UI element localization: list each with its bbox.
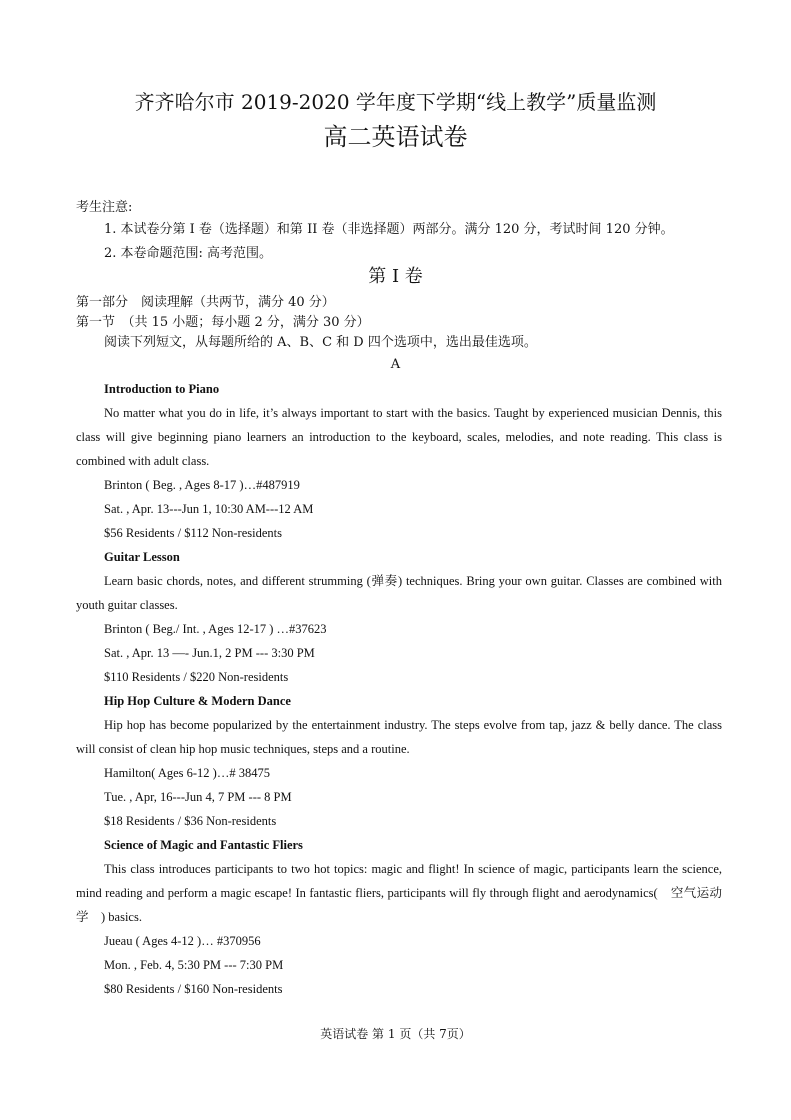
- notice-item-2: 2. 本卷命题范围: 高考范围。: [104, 246, 273, 261]
- course-code: Hamilton( Ages 6-12 )…# 38475: [104, 766, 270, 780]
- exam-subtitle: 高二英语试卷: [323, 123, 468, 151]
- course-description: Learn basic chords, notes, and different strumming (弹奏) techniques. Bring your own guitar. Classes are combined with youth guitar classes.: [76, 574, 722, 612]
- course-description: Hip hop has become popularized by the entertainment industry. The steps evolve from tap, jazz & belly dance. The class will consist of clean hip hop music techniques, steps and a routine.: [76, 718, 722, 756]
- course-fee: $18 Residents / $36 Non-residents: [104, 814, 277, 828]
- page-footer: 英语试卷 第 1 页（共 7页）: [320, 1027, 471, 1041]
- notice-label: 考生注意:: [76, 200, 133, 215]
- course-fee: $110 Residents / $220 Non-residents: [104, 670, 289, 684]
- section-title: 第 I 卷: [368, 266, 423, 287]
- course-title: Introduction to Piano: [104, 382, 220, 396]
- notice-item-1: 1. 本试卷分第 I 卷（选择题）和第 II 卷（非选择题）两部分。满分 120 分，考试时间 120 分钟。: [104, 222, 674, 237]
- course-time: Mon. , Feb. 4, 5:30 PM --- 7:30 PM: [104, 958, 284, 972]
- passage-body: [76, 377, 722, 1001]
- course-description: This class introduces participants to two hot topics: magic and flight! In science of magic, participants learn the science, mind reading and perform a magic escape! In fantastic fliers, participants will fly through flight and aerodynamics( 空气运动学 ) basics.: [76, 862, 722, 924]
- course-code: Brinton ( Beg./ Int. , Ages 12-17 ) …#37623: [104, 622, 327, 636]
- passage-label: A: [390, 357, 401, 372]
- course-code: Brinton ( Beg. , Ages 8-17 )…#487919: [104, 478, 300, 492]
- course-time: Tue. , Apr, 16---Jun 4, 7 PM --- 8 PM: [104, 790, 292, 804]
- course-description: No matter what you do in life, it’s always important to start with the basics. Taught by experienced musician Dennis, this class will give beginning piano learners an introduction to the keyboard, scales, melodies, and note reading. This class is combined with adult class.: [76, 406, 722, 468]
- course-title: Science of Magic and Fantastic Fliers: [104, 838, 303, 852]
- instruction-text: 阅读下列短文，从每题所给的 A、B、C 和 D 四个选项中，选出最佳选项。: [104, 335, 537, 350]
- course-fee: $56 Residents / $112 Non-residents: [104, 526, 282, 540]
- course-title: Hip Hop Culture & Modern Dance: [104, 694, 291, 708]
- exam-title: 齐齐哈尔市 2019-2020 学年度下学期“线上教学”质量监测: [134, 90, 657, 114]
- subpart-heading: 第一节 （共 15 小题；每小题 2 分，满分 30 分）: [76, 315, 370, 330]
- course-code: Jueau ( Ages 4-12 )… #370956: [104, 934, 261, 948]
- part-heading: 第一部分 阅读理解（共两节，满分 40 分）: [76, 295, 335, 310]
- course-title: Guitar Lesson: [104, 550, 180, 564]
- course-time: Sat. , Apr. 13 —- Jun.1, 2 PM --- 3:30 PM: [104, 646, 315, 660]
- course-time: Sat. , Apr. 13---Jun 1, 10:30 AM---12 AM: [104, 502, 314, 516]
- course-fee: $80 Residents / $160 Non-residents: [104, 982, 283, 996]
